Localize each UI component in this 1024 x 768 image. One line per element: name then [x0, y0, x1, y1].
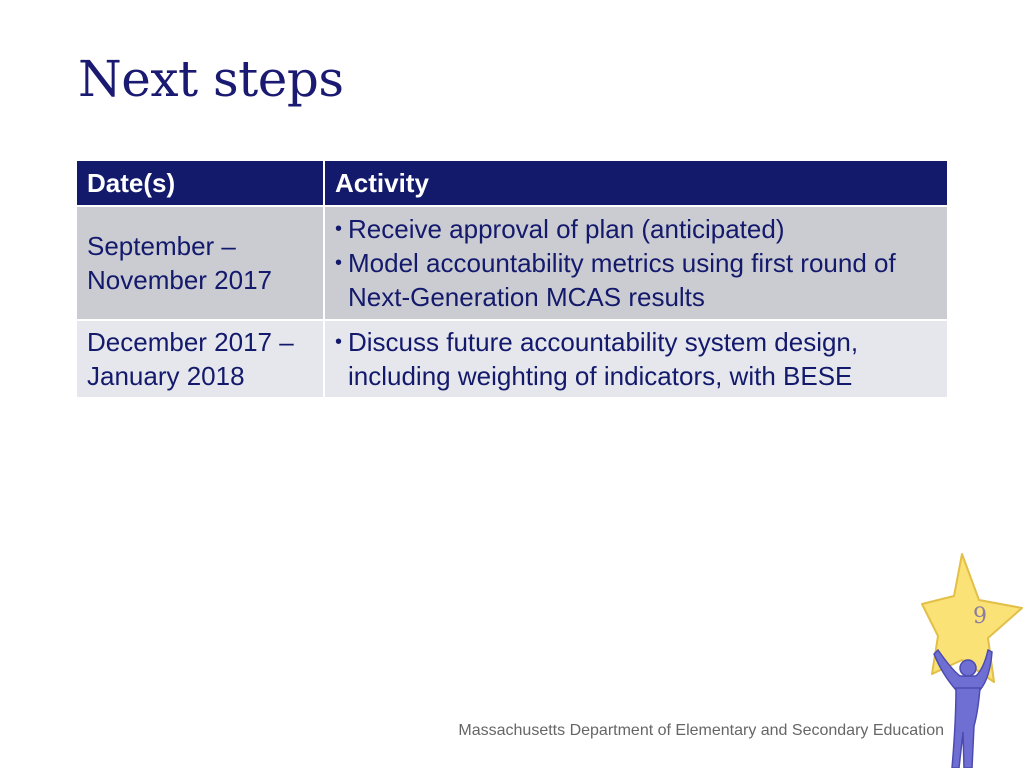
dates-cell: September – November 2017 [77, 205, 325, 319]
page-title: Next steps [78, 50, 344, 108]
schedule-table [77, 161, 947, 397]
list-item [335, 325, 937, 393]
bullet-icon: • [335, 331, 343, 353]
slide-number: 9 [973, 604, 987, 629]
list-item [335, 212, 937, 246]
figure-head-icon [960, 660, 976, 676]
figure-body-icon [952, 688, 980, 768]
activity-cell [325, 319, 947, 397]
header-activity: Activity [325, 161, 947, 205]
activity-cell [325, 205, 947, 319]
table-header-row [77, 161, 947, 205]
activity-text: Receive approval of plan (anticipated) [348, 214, 785, 244]
bullet-icon: • [335, 252, 343, 274]
activity-list [335, 325, 937, 393]
dates-cell: December 2017 – January 2018 [77, 319, 325, 397]
bullet-icon: • [335, 218, 343, 240]
footer-organization: Massachusetts Department of Elementary and Secondary Education [458, 722, 944, 739]
table-row [77, 205, 947, 319]
list-item [335, 246, 937, 314]
table-row [77, 319, 947, 397]
activity-text: Discuss future accountability system design, including weighting of indicators, with BESE [348, 327, 859, 391]
header-dates: Date(s) [77, 161, 325, 205]
activity-text: Model accountability metrics using first round of Next-Generation MCAS results [348, 248, 896, 312]
activity-list [335, 212, 937, 314]
